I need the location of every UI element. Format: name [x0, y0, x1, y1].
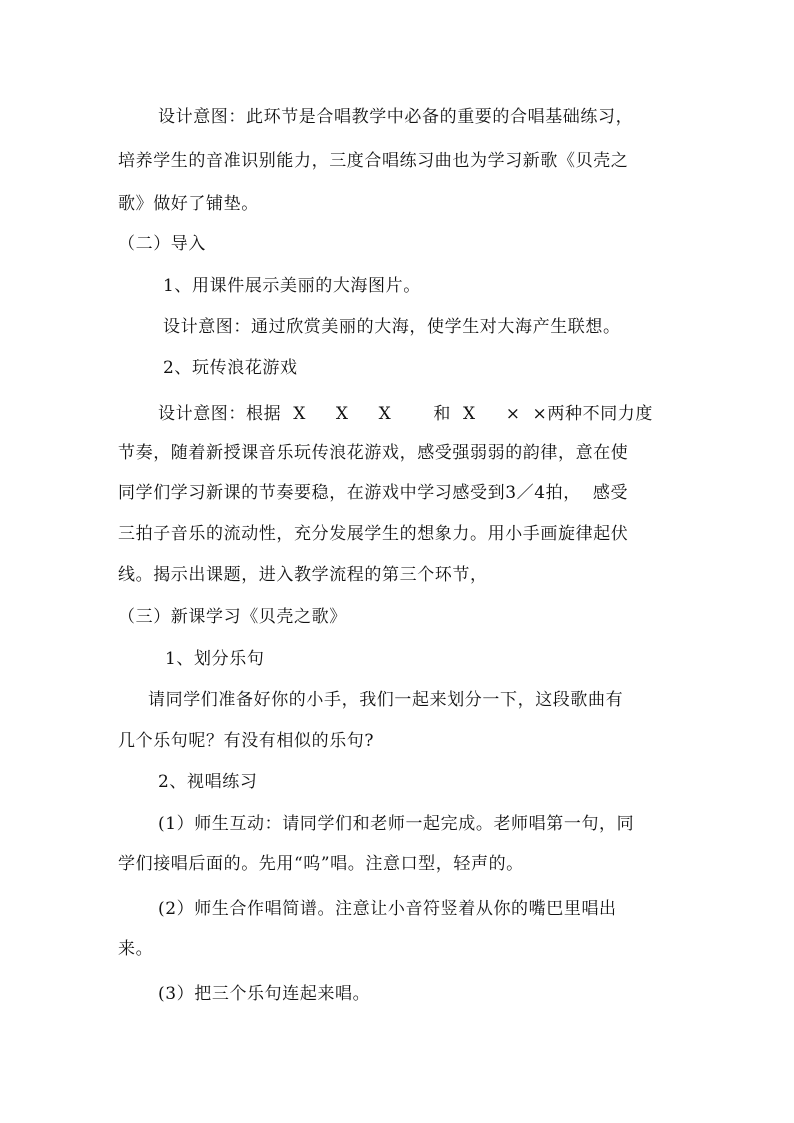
paragraph-phrases-line-1: 请同学们准备好你的小手，我们一起来划分一下，这段歌曲有 — [148, 690, 624, 710]
paragraph-design-intent-3-line-3: 同学们学习新课的节奏要稳，在游戏中学习感受到3／4拍， 感受 — [118, 483, 629, 503]
paragraph-design-intent-2: 设计意图：通过欣赏美丽的大海，使学生对大海产生联想。 — [163, 317, 621, 337]
paragraph-interaction-line-1: (1）师生互动：请同学们和老师一起完成。老师唱第一句，同 — [158, 814, 635, 834]
paragraph-design-intent-1-line-2: 培养学生的音准识别能力，三度合唱练习曲也为学习新歌《贝壳之 — [118, 151, 629, 171]
section-heading-intro: （二）导入 — [118, 234, 206, 254]
paragraph-design-intent-1-line-3: 歌》做好了铺垫。 — [118, 194, 259, 214]
paragraph-cooperation-line-1: (2）师生合作唱简谱。注意让小音符竖着从你的嘴巴里唱出 — [158, 899, 617, 919]
paragraph-design-intent-3-line-2: 节奏，随着新授课音乐玩传浪花游戏，感受强弱弱的韵律，意在使 — [118, 443, 629, 463]
paragraph-design-intent-3-line-1: 设计意图：根据 X X X 和 X × ×两种不同力度 — [158, 404, 654, 424]
paragraph-design-intent-1-line-1: 设计意图：此环节是合唱教学中必备的重要的合唱基础练习， — [158, 107, 634, 127]
list-item-sight-singing: 2、视唱练习 — [158, 772, 258, 792]
paragraph-design-intent-3-line-5: 线。揭示出课题，进入教学流程的第三个环节， — [118, 565, 488, 585]
section-heading-new-lesson: （三）新课学习《贝壳之歌》 — [118, 607, 347, 627]
list-item-show-sea-pictures: 1、用课件展示美丽的大海图片。 — [163, 276, 421, 296]
list-item-wave-game: 2、玩传浪花游戏 — [163, 358, 298, 378]
list-item-divide-phrases: 1、划分乐句 — [165, 649, 265, 669]
paragraph-design-intent-3-line-4: 三拍子音乐的流动性，充分发展学生的想象力。用小手画旋律起伏 — [118, 524, 629, 544]
paragraph-interaction-line-2: 学们接唱后面的。先用“呜”唱。注意口型，轻声的。 — [118, 854, 524, 874]
paragraph-cooperation-line-2: 来。 — [118, 939, 154, 959]
paragraph-phrases-line-2: 几个乐句呢？有没有相似的乐句? — [118, 731, 375, 751]
paragraph-connect-phrases: (3）把三个乐句连起来唱。 — [158, 984, 371, 1004]
